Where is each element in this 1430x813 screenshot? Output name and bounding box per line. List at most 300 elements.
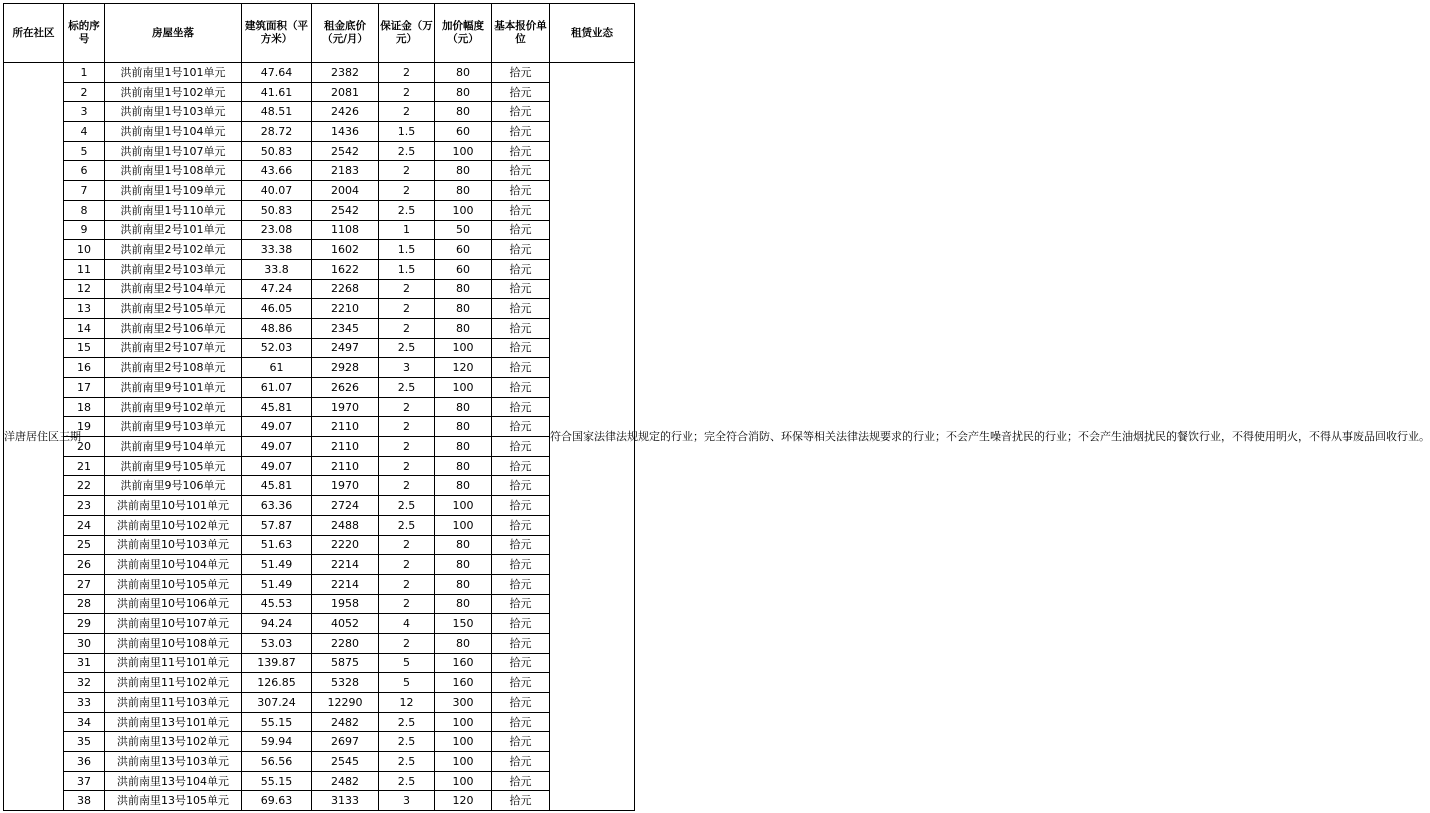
cell-seq: 31 bbox=[64, 653, 105, 673]
table-row bbox=[4, 771, 635, 791]
cell-increment: 80 bbox=[435, 437, 492, 457]
header-rent: 租金底价（元/月） bbox=[312, 4, 379, 63]
cell-rent: 2382 bbox=[312, 63, 379, 83]
cell-increment: 80 bbox=[435, 456, 492, 476]
cell-unit: 拾元 bbox=[492, 535, 550, 555]
table-row bbox=[4, 515, 635, 535]
cell-deposit: 2 bbox=[379, 535, 435, 555]
table-row bbox=[4, 496, 635, 516]
table-row bbox=[4, 397, 635, 417]
cell-area: 55.15 bbox=[242, 712, 312, 732]
cell-area: 43.66 bbox=[242, 161, 312, 181]
cell-deposit: 2.5 bbox=[379, 141, 435, 161]
cell-address: 洪前南里11号102单元 bbox=[105, 673, 242, 693]
cell-seq: 27 bbox=[64, 574, 105, 594]
cell-address: 洪前南里1号109单元 bbox=[105, 181, 242, 201]
cell-area: 45.81 bbox=[242, 397, 312, 417]
cell-area: 23.08 bbox=[242, 220, 312, 240]
cell-seq: 36 bbox=[64, 752, 105, 772]
cell-increment: 80 bbox=[435, 535, 492, 555]
table-row bbox=[4, 240, 635, 260]
community-cell: 洋唐居住区三期 bbox=[4, 63, 64, 811]
cell-unit: 拾元 bbox=[492, 220, 550, 240]
cell-seq: 8 bbox=[64, 200, 105, 220]
cell-unit: 拾元 bbox=[492, 653, 550, 673]
cell-rent: 2626 bbox=[312, 378, 379, 398]
cell-area: 46.05 bbox=[242, 299, 312, 319]
cell-rent: 2110 bbox=[312, 417, 379, 437]
cell-seq: 34 bbox=[64, 712, 105, 732]
cell-address: 洪前南里2号102单元 bbox=[105, 240, 242, 260]
cell-address: 洪前南里1号103单元 bbox=[105, 102, 242, 122]
cell-rent: 1970 bbox=[312, 476, 379, 496]
cell-seq: 1 bbox=[64, 63, 105, 83]
cell-seq: 26 bbox=[64, 555, 105, 575]
cell-increment: 80 bbox=[435, 82, 492, 102]
cell-deposit: 2 bbox=[379, 161, 435, 181]
cell-area: 51.49 bbox=[242, 555, 312, 575]
cell-rent: 2214 bbox=[312, 555, 379, 575]
cell-increment: 80 bbox=[435, 633, 492, 653]
table-row bbox=[4, 456, 635, 476]
cell-unit: 拾元 bbox=[492, 122, 550, 142]
cell-increment: 120 bbox=[435, 791, 492, 811]
cell-area: 33.38 bbox=[242, 240, 312, 260]
cell-deposit: 2 bbox=[379, 82, 435, 102]
cell-increment: 100 bbox=[435, 732, 492, 752]
cell-address: 洪前南里2号106单元 bbox=[105, 318, 242, 338]
cell-unit: 拾元 bbox=[492, 673, 550, 693]
cell-rent: 2497 bbox=[312, 338, 379, 358]
cell-unit: 拾元 bbox=[492, 771, 550, 791]
rental-listing-table bbox=[3, 3, 1430, 811]
cell-unit: 拾元 bbox=[492, 181, 550, 201]
cell-area: 57.87 bbox=[242, 515, 312, 535]
cell-rent: 2280 bbox=[312, 633, 379, 653]
table-row bbox=[4, 161, 635, 181]
header-area: 建筑面积（平方米） bbox=[242, 4, 312, 63]
cell-increment: 100 bbox=[435, 200, 492, 220]
cell-unit: 拾元 bbox=[492, 791, 550, 811]
cell-increment: 100 bbox=[435, 712, 492, 732]
cell-increment: 80 bbox=[435, 476, 492, 496]
cell-increment: 160 bbox=[435, 673, 492, 693]
cell-seq: 37 bbox=[64, 771, 105, 791]
cell-deposit: 2 bbox=[379, 417, 435, 437]
header-unit: 基本报价单位 bbox=[492, 4, 550, 63]
cell-deposit: 2.5 bbox=[379, 752, 435, 772]
cell-area: 56.56 bbox=[242, 752, 312, 772]
cell-address: 洪前南里2号104单元 bbox=[105, 279, 242, 299]
table-row bbox=[4, 476, 635, 496]
table-row bbox=[4, 535, 635, 555]
table-row bbox=[4, 633, 635, 653]
table-row bbox=[4, 417, 635, 437]
cell-address: 洪前南里9号104单元 bbox=[105, 437, 242, 457]
cell-unit: 拾元 bbox=[492, 614, 550, 634]
cell-deposit: 5 bbox=[379, 653, 435, 673]
cell-area: 40.07 bbox=[242, 181, 312, 201]
cell-seq: 4 bbox=[64, 122, 105, 142]
cell-seq: 22 bbox=[64, 476, 105, 496]
cell-increment: 100 bbox=[435, 496, 492, 516]
cell-address: 洪前南里10号101单元 bbox=[105, 496, 242, 516]
cell-area: 45.81 bbox=[242, 476, 312, 496]
cell-area: 48.86 bbox=[242, 318, 312, 338]
table-row bbox=[4, 732, 635, 752]
cell-unit: 拾元 bbox=[492, 693, 550, 713]
cell-increment: 80 bbox=[435, 318, 492, 338]
cell-increment: 100 bbox=[435, 771, 492, 791]
cell-area: 55.15 bbox=[242, 771, 312, 791]
header-community: 所在社区 bbox=[4, 4, 64, 63]
table-row bbox=[4, 63, 635, 83]
cell-deposit: 2.5 bbox=[379, 515, 435, 535]
cell-deposit: 12 bbox=[379, 693, 435, 713]
cell-unit: 拾元 bbox=[492, 358, 550, 378]
cell-deposit: 2 bbox=[379, 397, 435, 417]
table-row bbox=[4, 791, 635, 811]
cell-seq: 18 bbox=[64, 397, 105, 417]
cell-address: 洪前南里10号103单元 bbox=[105, 535, 242, 555]
cell-increment: 80 bbox=[435, 161, 492, 181]
cell-rent: 2545 bbox=[312, 752, 379, 772]
cell-seq: 5 bbox=[64, 141, 105, 161]
cell-deposit: 2.5 bbox=[379, 771, 435, 791]
cell-deposit: 2 bbox=[379, 102, 435, 122]
cell-address: 洪前南里13号103单元 bbox=[105, 752, 242, 772]
cell-rent: 1436 bbox=[312, 122, 379, 142]
cell-rent: 12290 bbox=[312, 693, 379, 713]
cell-area: 49.07 bbox=[242, 456, 312, 476]
header-address: 房屋坐落 bbox=[105, 4, 242, 63]
cell-rent: 2183 bbox=[312, 161, 379, 181]
cell-rent: 2426 bbox=[312, 102, 379, 122]
cell-deposit: 2.5 bbox=[379, 378, 435, 398]
cell-rent: 2268 bbox=[312, 279, 379, 299]
cell-seq: 19 bbox=[64, 417, 105, 437]
cell-rent: 2482 bbox=[312, 771, 379, 791]
cell-address: 洪前南里13号101单元 bbox=[105, 712, 242, 732]
table-row bbox=[4, 200, 635, 220]
cell-unit: 拾元 bbox=[492, 161, 550, 181]
cell-address: 洪前南里13号102单元 bbox=[105, 732, 242, 752]
cell-unit: 拾元 bbox=[492, 63, 550, 83]
cell-unit: 拾元 bbox=[492, 378, 550, 398]
header-business: 租赁业态 bbox=[550, 4, 635, 63]
cell-address: 洪前南里2号107单元 bbox=[105, 338, 242, 358]
cell-seq: 15 bbox=[64, 338, 105, 358]
cell-deposit: 2 bbox=[379, 456, 435, 476]
cell-area: 53.03 bbox=[242, 633, 312, 653]
cell-seq: 11 bbox=[64, 259, 105, 279]
table-row bbox=[4, 653, 635, 673]
cell-increment: 80 bbox=[435, 63, 492, 83]
cell-area: 52.03 bbox=[242, 338, 312, 358]
cell-deposit: 2 bbox=[379, 63, 435, 83]
header-seq: 标的序号 bbox=[64, 4, 105, 63]
cell-increment: 80 bbox=[435, 181, 492, 201]
cell-deposit: 1.5 bbox=[379, 259, 435, 279]
cell-increment: 50 bbox=[435, 220, 492, 240]
cell-deposit: 2 bbox=[379, 633, 435, 653]
cell-unit: 拾元 bbox=[492, 259, 550, 279]
cell-deposit: 2 bbox=[379, 594, 435, 614]
table-row bbox=[4, 614, 635, 634]
cell-seq: 20 bbox=[64, 437, 105, 457]
cell-deposit: 5 bbox=[379, 673, 435, 693]
cell-deposit: 4 bbox=[379, 614, 435, 634]
cell-rent: 1622 bbox=[312, 259, 379, 279]
cell-area: 51.63 bbox=[242, 535, 312, 555]
cell-seq: 16 bbox=[64, 358, 105, 378]
table-row bbox=[4, 259, 635, 279]
cell-unit: 拾元 bbox=[492, 574, 550, 594]
cell-unit: 拾元 bbox=[492, 417, 550, 437]
cell-area: 47.24 bbox=[242, 279, 312, 299]
cell-rent: 5875 bbox=[312, 653, 379, 673]
table-row bbox=[4, 752, 635, 772]
cell-area: 61 bbox=[242, 358, 312, 378]
cell-unit: 拾元 bbox=[492, 437, 550, 457]
cell-seq: 29 bbox=[64, 614, 105, 634]
table-row bbox=[4, 141, 635, 161]
cell-seq: 9 bbox=[64, 220, 105, 240]
cell-seq: 12 bbox=[64, 279, 105, 299]
table-row bbox=[4, 378, 635, 398]
cell-area: 49.07 bbox=[242, 437, 312, 457]
cell-seq: 13 bbox=[64, 299, 105, 319]
cell-increment: 150 bbox=[435, 614, 492, 634]
cell-deposit: 2 bbox=[379, 437, 435, 457]
header-increment: 加价幅度（元） bbox=[435, 4, 492, 63]
cell-rent: 2110 bbox=[312, 437, 379, 457]
cell-rent: 1958 bbox=[312, 594, 379, 614]
cell-unit: 拾元 bbox=[492, 515, 550, 535]
cell-address: 洪前南里1号104单元 bbox=[105, 122, 242, 142]
cell-address: 洪前南里1号101单元 bbox=[105, 63, 242, 83]
cell-rent: 2542 bbox=[312, 141, 379, 161]
cell-area: 49.07 bbox=[242, 417, 312, 437]
cell-seq: 35 bbox=[64, 732, 105, 752]
table-row bbox=[4, 594, 635, 614]
cell-rent: 2488 bbox=[312, 515, 379, 535]
cell-area: 51.49 bbox=[242, 574, 312, 594]
cell-address: 洪前南里9号105单元 bbox=[105, 456, 242, 476]
table-row bbox=[4, 102, 635, 122]
cell-unit: 拾元 bbox=[492, 594, 550, 614]
cell-deposit: 2 bbox=[379, 299, 435, 319]
cell-unit: 拾元 bbox=[492, 318, 550, 338]
cell-area: 69.63 bbox=[242, 791, 312, 811]
cell-seq: 38 bbox=[64, 791, 105, 811]
table-row bbox=[4, 338, 635, 358]
table-row bbox=[4, 122, 635, 142]
cell-deposit: 2 bbox=[379, 318, 435, 338]
cell-area: 48.51 bbox=[242, 102, 312, 122]
cell-deposit: 1 bbox=[379, 220, 435, 240]
cell-unit: 拾元 bbox=[492, 456, 550, 476]
cell-area: 50.83 bbox=[242, 200, 312, 220]
cell-unit: 拾元 bbox=[492, 299, 550, 319]
table-row bbox=[4, 220, 635, 240]
cell-deposit: 2 bbox=[379, 476, 435, 496]
cell-seq: 30 bbox=[64, 633, 105, 653]
cell-rent: 5328 bbox=[312, 673, 379, 693]
table-row bbox=[4, 712, 635, 732]
cell-deposit: 1.5 bbox=[379, 122, 435, 142]
cell-increment: 120 bbox=[435, 358, 492, 378]
table-row bbox=[4, 318, 635, 338]
cell-address: 洪前南里9号102单元 bbox=[105, 397, 242, 417]
cell-increment: 100 bbox=[435, 378, 492, 398]
cell-address: 洪前南里9号106单元 bbox=[105, 476, 242, 496]
cell-increment: 60 bbox=[435, 122, 492, 142]
cell-increment: 100 bbox=[435, 515, 492, 535]
table-row bbox=[4, 181, 635, 201]
table-row bbox=[4, 673, 635, 693]
cell-area: 50.83 bbox=[242, 141, 312, 161]
cell-address: 洪前南里2号103单元 bbox=[105, 259, 242, 279]
cell-area: 126.85 bbox=[242, 673, 312, 693]
cell-address: 洪前南里10号102单元 bbox=[105, 515, 242, 535]
business-cell: 符合国家法律法规规定的行业；完全符合消防、环保等相关法律法规要求的行业；不会产生噪音扰民的行业；不会产生油烟扰民的餐饮行业，不得使用明火，不得从事废品回收行业。 bbox=[550, 63, 635, 811]
cell-increment: 80 bbox=[435, 594, 492, 614]
cell-deposit: 2 bbox=[379, 279, 435, 299]
cell-rent: 2004 bbox=[312, 181, 379, 201]
cell-seq: 25 bbox=[64, 535, 105, 555]
table-row bbox=[4, 693, 635, 713]
cell-rent: 1108 bbox=[312, 220, 379, 240]
table-row bbox=[4, 358, 635, 378]
cell-increment: 60 bbox=[435, 259, 492, 279]
cell-deposit: 2.5 bbox=[379, 732, 435, 752]
cell-rent: 1970 bbox=[312, 397, 379, 417]
cell-unit: 拾元 bbox=[492, 141, 550, 161]
cell-increment: 80 bbox=[435, 555, 492, 575]
cell-address: 洪前南里13号105单元 bbox=[105, 791, 242, 811]
cell-area: 139.87 bbox=[242, 653, 312, 673]
cell-seq: 2 bbox=[64, 82, 105, 102]
cell-unit: 拾元 bbox=[492, 476, 550, 496]
cell-address: 洪前南里11号101单元 bbox=[105, 653, 242, 673]
cell-seq: 6 bbox=[64, 161, 105, 181]
cell-rent: 2345 bbox=[312, 318, 379, 338]
cell-increment: 80 bbox=[435, 279, 492, 299]
cell-seq: 3 bbox=[64, 102, 105, 122]
cell-deposit: 2.5 bbox=[379, 200, 435, 220]
cell-seq: 23 bbox=[64, 496, 105, 516]
cell-address: 洪前南里9号101单元 bbox=[105, 378, 242, 398]
cell-address: 洪前南里10号108单元 bbox=[105, 633, 242, 653]
cell-rent: 1602 bbox=[312, 240, 379, 260]
cell-seq: 7 bbox=[64, 181, 105, 201]
cell-area: 47.64 bbox=[242, 63, 312, 83]
table-row bbox=[4, 555, 635, 575]
cell-unit: 拾元 bbox=[492, 732, 550, 752]
cell-area: 59.94 bbox=[242, 732, 312, 752]
cell-increment: 80 bbox=[435, 417, 492, 437]
cell-increment: 160 bbox=[435, 653, 492, 673]
table-row bbox=[4, 279, 635, 299]
cell-deposit: 2 bbox=[379, 181, 435, 201]
cell-area: 33.8 bbox=[242, 259, 312, 279]
cell-rent: 2928 bbox=[312, 358, 379, 378]
cell-address: 洪前南里2号105单元 bbox=[105, 299, 242, 319]
cell-address: 洪前南里1号102单元 bbox=[105, 82, 242, 102]
cell-area: 41.61 bbox=[242, 82, 312, 102]
cell-unit: 拾元 bbox=[492, 752, 550, 772]
cell-unit: 拾元 bbox=[492, 279, 550, 299]
cell-unit: 拾元 bbox=[492, 200, 550, 220]
cell-seq: 28 bbox=[64, 594, 105, 614]
table-row bbox=[4, 574, 635, 594]
cell-seq: 21 bbox=[64, 456, 105, 476]
cell-rent: 2220 bbox=[312, 535, 379, 555]
cell-unit: 拾元 bbox=[492, 338, 550, 358]
cell-address: 洪前南里2号108单元 bbox=[105, 358, 242, 378]
cell-deposit: 1.5 bbox=[379, 240, 435, 260]
cell-seq: 10 bbox=[64, 240, 105, 260]
cell-area: 28.72 bbox=[242, 122, 312, 142]
cell-rent: 2081 bbox=[312, 82, 379, 102]
cell-area: 307.24 bbox=[242, 693, 312, 713]
cell-unit: 拾元 bbox=[492, 496, 550, 516]
cell-rent: 4052 bbox=[312, 614, 379, 634]
cell-rent: 2482 bbox=[312, 712, 379, 732]
cell-area: 94.24 bbox=[242, 614, 312, 634]
cell-address: 洪前南里10号107单元 bbox=[105, 614, 242, 634]
cell-seq: 24 bbox=[64, 515, 105, 535]
cell-unit: 拾元 bbox=[492, 712, 550, 732]
cell-increment: 100 bbox=[435, 338, 492, 358]
table-row bbox=[4, 299, 635, 319]
cell-address: 洪前南里11号103单元 bbox=[105, 693, 242, 713]
cell-address: 洪前南里1号108单元 bbox=[105, 161, 242, 181]
cell-deposit: 2 bbox=[379, 574, 435, 594]
cell-seq: 33 bbox=[64, 693, 105, 713]
cell-rent: 2542 bbox=[312, 200, 379, 220]
cell-address: 洪前南里9号103单元 bbox=[105, 417, 242, 437]
cell-address: 洪前南里1号110单元 bbox=[105, 200, 242, 220]
cell-seq: 17 bbox=[64, 378, 105, 398]
cell-unit: 拾元 bbox=[492, 555, 550, 575]
header-deposit: 保证金（万元） bbox=[379, 4, 435, 63]
cell-increment: 60 bbox=[435, 240, 492, 260]
cell-unit: 拾元 bbox=[492, 397, 550, 417]
cell-address: 洪前南里1号107单元 bbox=[105, 141, 242, 161]
cell-deposit: 2 bbox=[379, 555, 435, 575]
cell-rent: 2214 bbox=[312, 574, 379, 594]
cell-rent: 2697 bbox=[312, 732, 379, 752]
cell-deposit: 2.5 bbox=[379, 496, 435, 516]
cell-increment: 80 bbox=[435, 397, 492, 417]
cell-address: 洪前南里10号106单元 bbox=[105, 594, 242, 614]
cell-area: 61.07 bbox=[242, 378, 312, 398]
cell-area: 63.36 bbox=[242, 496, 312, 516]
cell-rent: 2210 bbox=[312, 299, 379, 319]
cell-increment: 100 bbox=[435, 141, 492, 161]
cell-deposit: 2.5 bbox=[379, 712, 435, 732]
cell-increment: 80 bbox=[435, 574, 492, 594]
cell-address: 洪前南里10号104单元 bbox=[105, 555, 242, 575]
cell-increment: 80 bbox=[435, 102, 492, 122]
cell-deposit: 3 bbox=[379, 791, 435, 811]
cell-deposit: 2.5 bbox=[379, 338, 435, 358]
cell-increment: 300 bbox=[435, 693, 492, 713]
cell-unit: 拾元 bbox=[492, 240, 550, 260]
cell-area: 45.53 bbox=[242, 594, 312, 614]
